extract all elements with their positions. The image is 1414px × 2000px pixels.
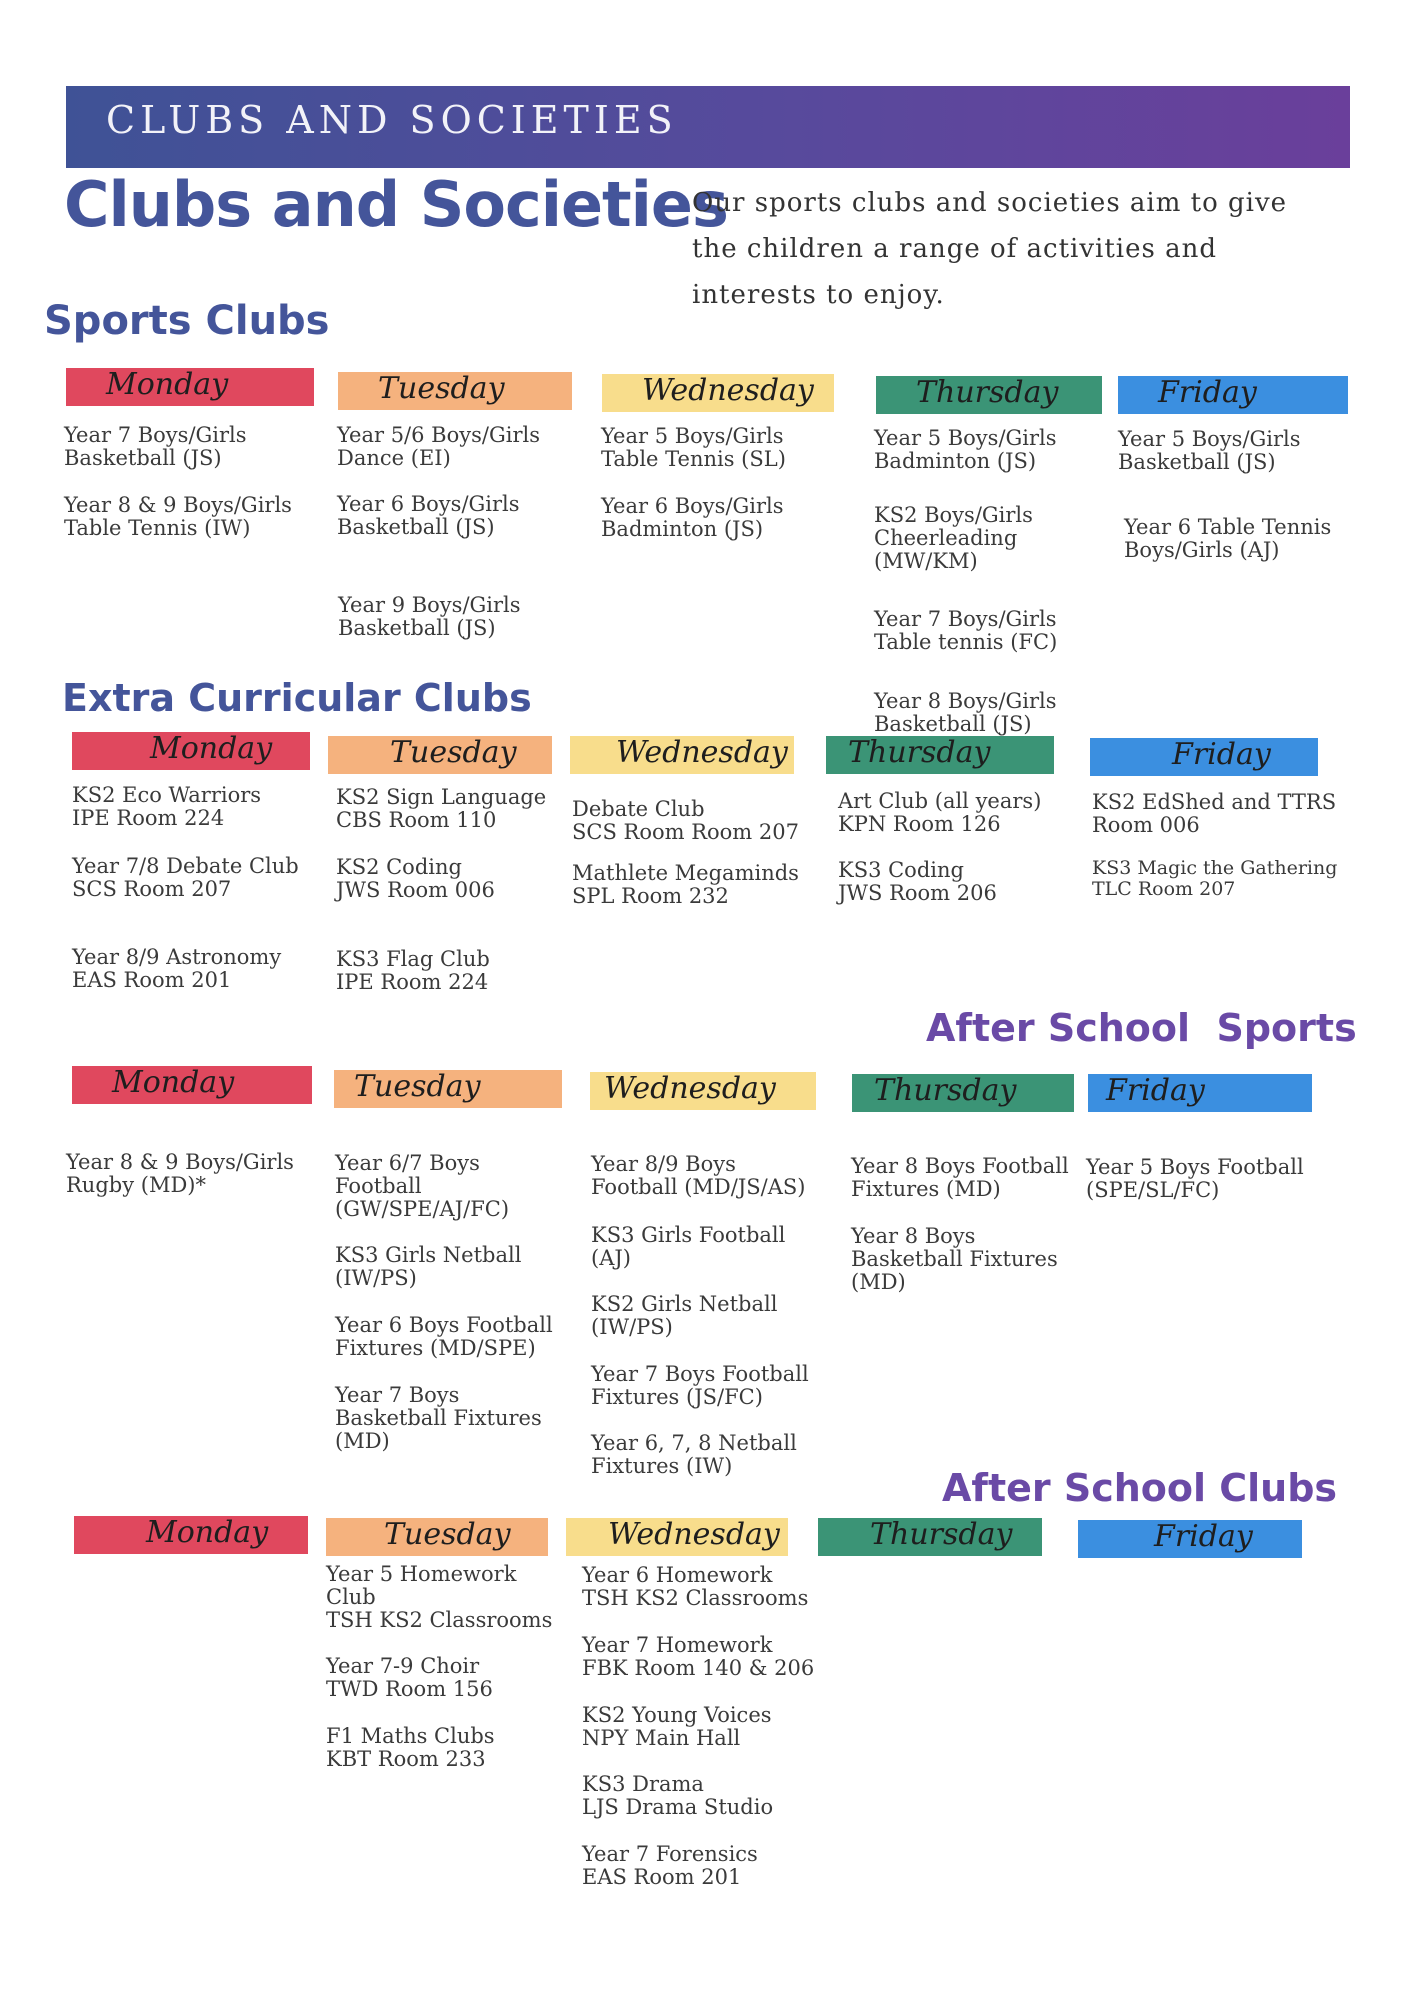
list-item: Year 6 Boys/Girls Basketball (JS) [337,492,520,539]
list-item: KS2 Girls Netball (IW/PS) [591,1292,778,1339]
list-item: KS2 EdShed and TTRS Room 006 [1092,790,1337,837]
list-item: KS2 Eco Warriors IPE Room 224 [72,783,262,830]
header-banner [66,86,1350,168]
list-item: Year 5 Boys/Girls Badminton (JS) [874,426,1057,473]
list-item: KS2 Boys/Girls Cheerleading (MW/KM) [874,503,1033,573]
list-item: Year 8/9 Astronomy EAS Room 201 [72,945,282,992]
list-item: Year 5/6 Boys/Girls Dance (EI) [337,423,540,470]
extra-curricular-heading: Extra Curricular Clubs [62,676,532,720]
list-item: Year 8 & 9 Boys/Girls Table Tennis (IW) [64,493,292,540]
list-item: Year 8 Boys/Girls Basketball (JS) [874,689,1057,736]
list-item: Year 5 Boys/Girls Basketball (JS) [1118,427,1301,474]
day-label-thursday: Thursday [826,736,1054,774]
list-item: KS2 Sign Language CBS Room 110 [336,785,547,832]
list-item: Year 5 Boys Football (SPE/SL/FC) [1086,1155,1304,1202]
list-item: KS3 Coding JWS Room 206 [838,858,997,905]
list-item: Art Club (all years) KPN Room 126 [838,789,1042,836]
list-item: KS3 Magic the Gathering TLC Room 207 [1092,857,1338,900]
list-item: Mathlete Megaminds SPL Room 232 [572,861,799,908]
after-school-clubs-heading: After School Clubs [942,1466,1338,1510]
day-label-tuesday: Tuesday [328,736,552,774]
list-item: Year 7 Boys Football Fixtures (JS/FC) [591,1362,809,1409]
day-label-friday: Friday [1118,376,1348,414]
day-label-thursday: Thursday [876,376,1102,414]
list-item: KS3 Drama LJS Drama Studio [582,1772,774,1819]
day-label-friday: Friday [1088,1074,1312,1112]
list-item: F1 Maths Clubs KBT Room 233 [326,1724,495,1771]
list-item: Year 5 Boys/Girls Table Tennis (SL) [601,424,786,471]
list-item: Year 7 Boys/Girls Table tennis (FC) [874,607,1058,654]
list-item: Year 8 Boys Football Fixtures (MD) [851,1154,1069,1201]
list-item: Year 9 Boys/Girls Basketball (JS) [338,593,521,640]
list-item: Year 7 Homework FBK Room 140 & 206 [582,1633,815,1680]
list-item: Year 7 Boys Basketball Fixtures (MD) [335,1383,542,1453]
list-item: KS2 Young Voices NPY Main Hall [582,1703,772,1750]
day-label-wednesday: Wednesday [566,1518,788,1556]
list-item: Year 7 Boys/Girls Basketball (JS) [64,423,247,470]
day-label-thursday: Thursday [818,1518,1042,1556]
day-label-tuesday: Tuesday [326,1518,548,1556]
day-label-wednesday: Wednesday [590,1072,816,1110]
list-item: Year 6 Homework TSH KS2 Classrooms [582,1563,809,1610]
list-item: Debate Club SCS Room Room 207 [572,797,799,844]
list-item: KS3 Flag Club IPE Room 224 [336,947,490,994]
list-item: Year 6 Table Tennis Boys/Girls (AJ) [1124,515,1332,562]
list-item: Year 7 Forensics EAS Room 201 [582,1842,758,1889]
intro-text: Our sports clubs and societies aim to give the children a range of activities and interests to enjoy. [692,188,1288,310]
day-label-wednesday: Wednesday [602,374,834,412]
list-item: Year 5 Homework Club TSH KS2 Classrooms [326,1562,553,1632]
day-label-monday: Monday [74,1516,308,1554]
list-item: Year 6/7 Boys Football (GW/SPE/AJ/FC) [335,1151,510,1221]
sports-clubs-heading: Sports Clubs [44,298,330,344]
after-school-sports-heading: After School Sports [926,1006,1357,1050]
day-label-thursday: Thursday [852,1074,1074,1112]
list-item: Year 8 Boys Basketball Fixtures (MD) [851,1224,1058,1294]
day-label-friday: Friday [1090,738,1318,776]
day-label-tuesday: Tuesday [334,1070,562,1108]
day-label-friday: Friday [1078,1520,1302,1558]
list-item: KS3 Girls Netball (IW/PS) [335,1243,522,1290]
list-item: Year 6 Boys/Girls Badminton (JS) [601,494,784,541]
list-item: Year 8/9 Boys Football (MD/JS/AS) [591,1152,806,1199]
list-item: Year 6, 7, 8 Netball Fixtures (IW) [591,1431,797,1478]
list-item: Year 6 Boys Football Fixtures (MD/SPE) [335,1313,553,1360]
day-label-wednesday: Wednesday [570,736,794,774]
day-label-tuesday: Tuesday [338,372,572,410]
list-item: Year 7/8 Debate Club SCS Room 207 [72,854,299,901]
page-title: Clubs and Societies [64,168,728,241]
day-label-monday: Monday [66,368,314,406]
list-item: Year 8 & 9 Boys/Girls Rugby (MD)* [66,1150,294,1197]
list-item: KS2 Coding JWS Room 006 [336,855,495,902]
list-item: Year 7-9 Choir TWD Room 156 [326,1654,493,1701]
list-item: KS3 Girls Football (AJ) [591,1223,786,1270]
day-label-monday: Monday [72,732,310,770]
day-label-monday: Monday [72,1066,312,1104]
banner-title: CLUBS AND SOCIETIES [106,98,678,142]
